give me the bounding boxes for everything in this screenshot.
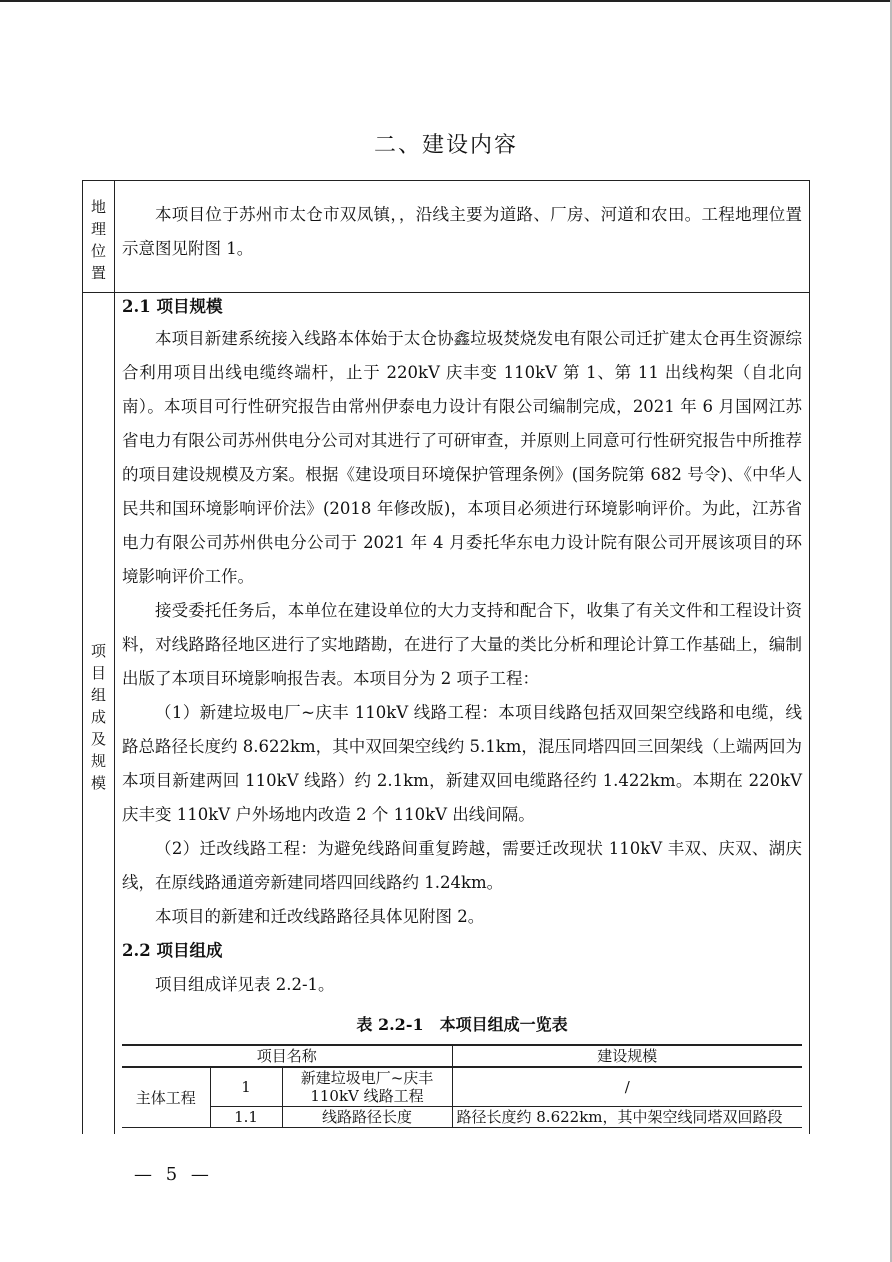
composition-paragraph: 项目组成详见表 2.2-1。 <box>155 975 335 994</box>
scale-cell: / <box>452 1067 802 1107</box>
table-title: 表 2.2-1 本项目组成一览表 <box>356 1015 568 1034</box>
geo-location-label: 地 理 位 置 <box>90 198 106 282</box>
top-border <box>0 0 892 2</box>
page-number: — 5 — <box>134 1164 213 1185</box>
geo-location-text: 本项目位于苏州市太仓市双凤镇，，沿线主要为道路、厂房、河道和农田。工程地理位置示意图见附图 1。 <box>122 205 802 258</box>
scale-paragraph: （1）新建垃圾电厂~庆丰 110kV 线路工程：本项目线路包括双回架空线路和电缆，线路总路径长度约 8.622km，其中双回架空线约 5.1km，混压同塔四回三回架线（上端两回为本项目新建两回 110kV 线路）约 2.1km，新建双回电缆路径约 1.422km。本期在 220kV 庆丰变 110kV 户外场地内改造 2 个 110kV 出线间隔。 <box>122 703 802 824</box>
project-scale-label: 项 目 组 成 及 规 模 <box>90 642 106 792</box>
header-project-name: 项目名称 <box>122 1045 452 1067</box>
scale-paragraph: 接受委托任务后，本单位在建设单位的大力支持和配合下，收集了有关文件和工程设计资料，对线路路径地区进行了实地踏勘，在进行了大量的类比分析和理论计算工作基础上，编制出版了本项目环境影响报告表。本项目分为 2 项子工程： <box>122 601 802 688</box>
table-row <box>122 1067 802 1107</box>
project-scale-section <box>122 292 802 1002</box>
scale-cell: 路径长度约 8.622km，其中架空线同塔双回路段 <box>452 1107 802 1128</box>
index-cell: 1 <box>210 1067 282 1107</box>
scale-paragraph: （2）迁改线路工程：为避免线路间重复跨越，需要迁改现状 110kV 丰双、庆双、湖庆线，在原线路通道旁新建同塔四回线路约 1.24km。 <box>122 839 802 892</box>
heading-2-1: 2.1 项目规模 <box>122 297 223 316</box>
header-construction-scale: 建设规模 <box>452 1045 802 1067</box>
composition-table <box>122 1044 802 1128</box>
section-title: 二、建设内容 <box>373 133 518 158</box>
index-cell: 1.1 <box>210 1107 282 1128</box>
heading-2-2: 2.2 项目组成 <box>122 941 223 960</box>
label-column-divider <box>114 180 115 1134</box>
table-row <box>122 1107 802 1128</box>
scale-paragraph: 本项目新建系统接入线路本体始于太仓协鑫垃圾焚烧发电有限公司迁扩建太仓再生资源综合利用项目出线电缆终端杆，止于 220kV 庆丰变 110kV 第 1、第 11 出线构架（自北向南）。本项目可行性研究报告由常州伊泰电力设计有限公司编制完成，2021 年 6 月国网江苏省电力有限公司苏州供电分公司对其进行了可研审查，并原则上同意可行性研究报告中所推荐的项目建设规模及方案。根据《建设项目环境保护管理条例》(国务院第 682 号令)、《中华人民共和国环境影响评价法》(2018 年修改版)，本项目必须进行环境影响评价。为此，江苏省电力有限公司苏州供电分公司于 2021 年 4 月委托华东电力设计院有限公司开展该项目的环境影响评价工作。 <box>122 329 802 586</box>
item-cell: 新建垃圾电厂~庆丰 110kV 线路工程 <box>282 1067 452 1107</box>
item-cell: 线路路径长度 <box>282 1107 452 1128</box>
table-header-row <box>122 1045 802 1067</box>
geo-location-section <box>122 198 802 266</box>
category-cell: 主体工程 <box>122 1067 210 1128</box>
scale-paragraph: 本项目的新建和迁改线路路径具体见附图 2。 <box>155 907 485 926</box>
